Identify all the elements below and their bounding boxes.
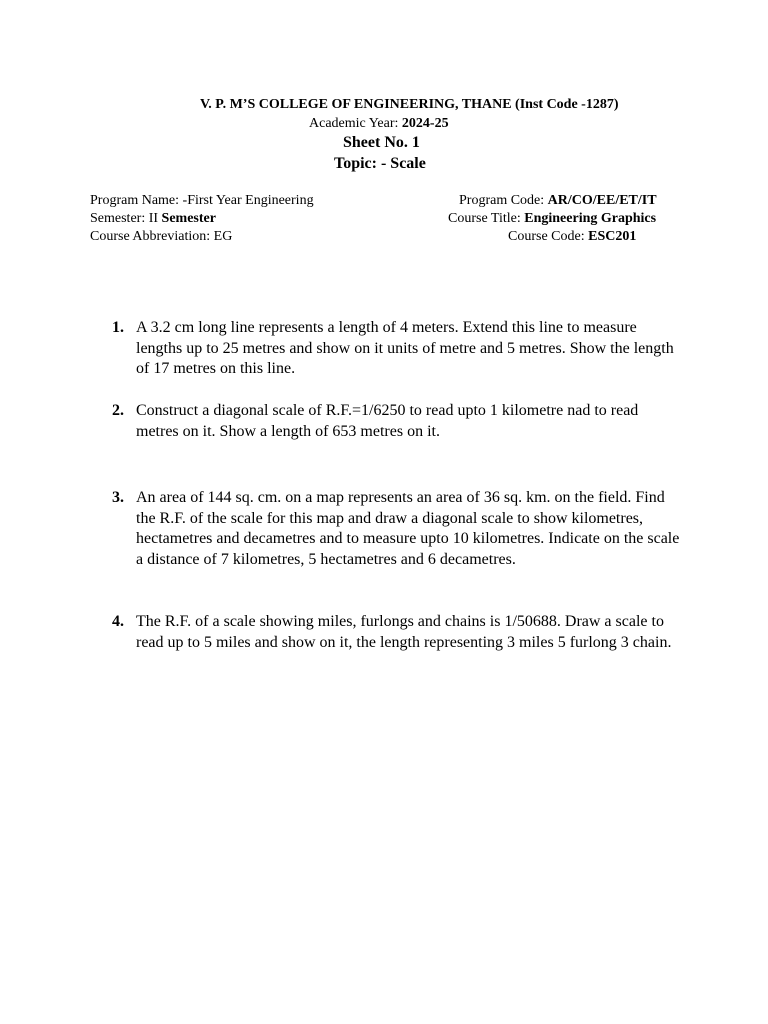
question-item xyxy=(112,318,682,380)
program-code-label: Program Code: xyxy=(459,193,545,208)
course-code-value: ESC201 xyxy=(588,229,637,244)
semester-value: Semester xyxy=(161,211,216,226)
course-title-label: Course Title: xyxy=(448,211,521,226)
question-text: Construct a diagonal scale of R.F.=1/6250 to read upto 1 kilometre nad to read metres on it. Show a length of 653 metres on it. xyxy=(136,402,639,440)
college-title: V. P. M’S COLLEGE OF ENGINEERING, THANE (Inst Code -1287) xyxy=(200,97,619,112)
question-number: 1. xyxy=(112,319,124,336)
academic-year xyxy=(309,116,449,132)
question-number: 4. xyxy=(112,613,124,630)
course-code xyxy=(508,229,636,245)
program-code-value: AR/CO/EE/ET/IT xyxy=(547,193,657,208)
sheet-number: Sheet No. 1 xyxy=(343,134,420,151)
course-abbreviation: Course Abbreviation: EG xyxy=(90,229,233,244)
question-text: An area of 144 sq. cm. on a map represents an area of 36 sq. km. on the field. Find the R.F. of the scale for this map and draw a diagonal scale to show kilometres, hectametres and decametres and to measure upto 10 kilometres. Indicate on the scale a distance of 7 kilometres, 5 hectametres and 6 decametres. xyxy=(136,489,680,568)
semester-label: Semester: II xyxy=(90,211,159,226)
academic-year-value: 2024-25 xyxy=(401,116,449,131)
question-number: 2. xyxy=(112,402,124,419)
question-item xyxy=(112,401,682,442)
sheet-topic: Topic: - Scale xyxy=(334,155,426,172)
question-item xyxy=(112,612,682,653)
course-code-label: Course Code: xyxy=(508,229,585,244)
course-title xyxy=(448,211,656,227)
question-item xyxy=(112,488,682,570)
program-code xyxy=(459,193,657,209)
question-text: The R.F. of a scale showing miles, furlongs and chains is 1/50688. Draw a scale to read up to 5 miles and show on it, the length representing 3 miles 5 furlong 3 chain. xyxy=(136,613,672,651)
question-number: 3. xyxy=(112,489,124,506)
program-name: Program Name: -First Year Engineering xyxy=(90,193,314,208)
course-title-value: Engineering Graphics xyxy=(524,211,657,226)
question-text: A 3.2 cm long line represents a length of 4 meters. Extend this line to measure lengths up to 25 metres and show on it units of metre and 5 metres. Show the length of 17 metres on this line. xyxy=(136,319,674,378)
semester xyxy=(90,211,216,227)
academic-year-label: Academic Year: xyxy=(309,116,399,131)
